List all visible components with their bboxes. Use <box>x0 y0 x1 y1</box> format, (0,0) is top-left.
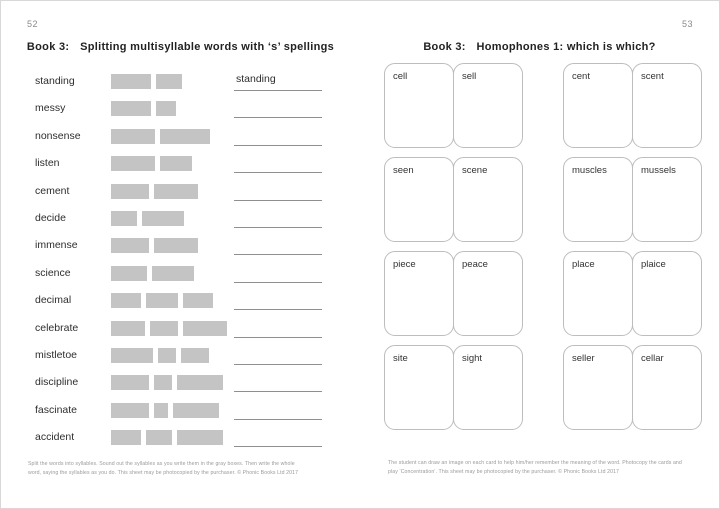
syllable-write-box[interactable] <box>183 321 227 336</box>
syllable-write-box[interactable] <box>156 74 182 89</box>
left-title-prefix: Book 3: <box>26 41 70 53</box>
homophone-card-label: cell <box>393 71 408 82</box>
homophone-card-row <box>384 345 702 430</box>
homophone-card-label: cent <box>572 71 590 82</box>
syllable-row <box>27 155 327 182</box>
syllable-box-group <box>111 375 223 390</box>
syllable-row <box>27 347 327 374</box>
homophone-card-label: seller <box>572 353 595 364</box>
syllable-box-group <box>111 293 213 308</box>
syllable-write-box[interactable] <box>111 184 149 199</box>
syllable-box-group <box>111 348 209 363</box>
homophone-card-label: piece <box>393 259 416 270</box>
syllable-box-group <box>111 266 194 281</box>
homophone-card-pair <box>563 63 702 148</box>
syllable-write-box[interactable] <box>156 101 176 116</box>
syllable-write-box[interactable] <box>111 101 151 116</box>
homophone-card[interactable] <box>384 157 454 242</box>
homophone-card-pair <box>563 345 702 430</box>
syllable-row-word: accident <box>35 431 75 444</box>
syllable-row <box>27 374 327 401</box>
homophone-card-label: mussels <box>641 165 676 176</box>
answer-write-line[interactable] <box>234 200 322 201</box>
right-page-footer: The student can draw an image on each card to help him/her remember the meaning of the word. Photocopy the cards and play ‘Concentration’. This sheet may be photocopied by the purchaser. © Phonic Books Ltd 2017 <box>388 460 682 476</box>
syllable-write-box[interactable] <box>177 430 223 445</box>
syllable-box-group <box>111 430 223 445</box>
answer-write-line[interactable] <box>234 90 322 91</box>
syllable-write-box[interactable] <box>154 375 172 390</box>
syllable-write-box[interactable] <box>111 321 145 336</box>
homophone-card-label: place <box>572 259 595 270</box>
syllable-exercise-list <box>27 73 327 456</box>
left-page-footer: Split the words into syllables. Sound out the syllables as you write them in the gray boxes. Then write the whole word, saying the syllables as you do. This sheet may be photocopied by the purchaser. © Phonic Books Ltd 2017 <box>28 461 299 477</box>
syllable-row-word: discipline <box>35 376 79 389</box>
answer-write-line[interactable] <box>234 309 322 310</box>
left-page-title <box>1 41 360 53</box>
homophone-card-label: seen <box>393 165 414 176</box>
syllable-write-box[interactable] <box>181 348 209 363</box>
answer-cell[interactable] <box>234 210 324 232</box>
homophone-card-label: site <box>393 353 408 364</box>
syllable-box-group <box>111 101 176 116</box>
syllable-box-group <box>111 211 184 226</box>
syllable-row <box>27 237 327 264</box>
answer-word: standing <box>236 73 276 85</box>
right-title-main: Homophones 1: which is which? <box>476 41 656 53</box>
syllable-write-box[interactable] <box>152 266 194 281</box>
answer-write-line[interactable] <box>234 364 322 365</box>
syllable-box-group <box>111 74 182 89</box>
syllable-write-box[interactable] <box>158 348 176 363</box>
answer-cell[interactable] <box>234 128 324 150</box>
answer-cell[interactable] <box>234 265 324 287</box>
syllable-row-word: immense <box>35 239 78 252</box>
syllable-row <box>27 128 327 155</box>
syllable-write-box[interactable] <box>111 430 141 445</box>
syllable-row <box>27 183 327 210</box>
answer-write-line[interactable] <box>234 172 322 173</box>
syllable-box-group <box>111 238 198 253</box>
syllable-box-group <box>111 403 219 418</box>
homophone-card-pair <box>563 157 702 242</box>
syllable-write-box[interactable] <box>111 156 155 171</box>
homophone-card[interactable] <box>453 345 523 430</box>
syllable-write-box[interactable] <box>111 266 147 281</box>
syllable-write-box[interactable] <box>111 293 141 308</box>
homophone-card[interactable] <box>632 345 702 430</box>
answer-cell[interactable] <box>234 100 324 122</box>
syllable-write-box[interactable] <box>154 238 198 253</box>
syllable-write-box[interactable] <box>111 211 137 226</box>
homophone-card-label: muscles <box>572 165 607 176</box>
homophone-card-row <box>384 63 702 148</box>
homophone-card-grid <box>384 63 702 439</box>
syllable-row <box>27 265 327 292</box>
syllable-row <box>27 402 327 429</box>
answer-write-line[interactable] <box>234 419 322 420</box>
syllable-write-box[interactable] <box>111 238 149 253</box>
answer-write-line[interactable] <box>234 227 322 228</box>
syllable-row-word: cement <box>35 184 70 197</box>
syllable-write-box[interactable] <box>146 293 178 308</box>
syllable-box-group <box>111 156 192 171</box>
answer-cell[interactable] <box>234 183 324 205</box>
homophone-card[interactable] <box>563 345 633 430</box>
syllable-row <box>27 429 327 456</box>
homophone-card-pair <box>384 63 523 148</box>
syllable-write-box[interactable] <box>154 184 198 199</box>
syllable-box-group <box>111 321 227 336</box>
homophone-card-label: peace <box>462 259 488 270</box>
syllable-write-box[interactable] <box>111 74 151 89</box>
left-title-main: Splitting multisyllable words with ‘s’ spellings <box>80 41 335 53</box>
syllable-write-box[interactable] <box>142 211 184 226</box>
answer-cell[interactable] <box>234 292 324 314</box>
page-number-right: 53 <box>681 19 693 29</box>
left-page <box>1 1 360 508</box>
answer-cell[interactable] <box>234 320 324 342</box>
answer-cell[interactable] <box>234 237 324 259</box>
homophone-card-label: scent <box>641 71 664 82</box>
answer-write-line[interactable] <box>234 337 322 338</box>
syllable-write-box[interactable] <box>183 293 213 308</box>
syllable-row-word: standing <box>35 75 75 87</box>
answer-write-line[interactable] <box>234 145 322 146</box>
syllable-write-box[interactable] <box>173 403 219 418</box>
syllable-write-box[interactable] <box>160 129 210 144</box>
syllable-row-word: celebrate <box>35 321 79 334</box>
syllable-write-box[interactable] <box>160 156 192 171</box>
syllable-row-word: fascinate <box>35 403 78 416</box>
homophone-card[interactable] <box>453 157 523 242</box>
syllable-row-word: listen <box>35 157 60 170</box>
homophone-card-pair <box>384 157 523 242</box>
syllable-row-word: decimal <box>35 294 72 307</box>
syllable-row <box>27 100 327 127</box>
homophone-card[interactable] <box>632 63 702 148</box>
syllable-write-box[interactable] <box>177 375 223 390</box>
answer-write-line[interactable] <box>234 391 322 392</box>
answer-write-line[interactable] <box>234 446 322 447</box>
homophone-card-pair <box>384 251 523 336</box>
syllable-write-box[interactable] <box>111 129 155 144</box>
homophone-card[interactable] <box>563 63 633 148</box>
syllable-box-group <box>111 184 198 199</box>
syllable-write-box[interactable] <box>150 321 178 336</box>
right-title-prefix: Book 3: <box>423 41 466 53</box>
syllable-row-word: mistletoe <box>35 348 78 361</box>
answer-cell[interactable] <box>234 347 324 369</box>
homophone-card-label: sell <box>462 71 477 82</box>
homophone-card[interactable] <box>384 345 454 430</box>
homophone-card-pair <box>563 251 702 336</box>
syllable-write-box[interactable] <box>146 430 172 445</box>
answer-cell[interactable] <box>234 402 324 424</box>
homophone-card[interactable] <box>453 63 523 148</box>
homophone-card[interactable] <box>632 157 702 242</box>
syllable-box-group <box>111 129 210 144</box>
answer-write-line[interactable] <box>234 282 322 283</box>
homophone-card-label: cellar <box>641 353 664 364</box>
homophone-card-row <box>384 251 702 336</box>
homophone-card-label: scene <box>462 165 488 176</box>
answer-cell[interactable] <box>234 374 324 396</box>
homophone-card-label: plaice <box>641 259 666 270</box>
answer-cell[interactable] <box>234 155 324 177</box>
right-page-title <box>360 41 719 53</box>
homophone-card[interactable] <box>563 157 633 242</box>
homophone-card-pair <box>384 345 523 430</box>
homophone-card-row <box>384 157 702 242</box>
answer-cell[interactable] <box>234 73 324 95</box>
homophone-card-label: sight <box>462 353 483 364</box>
homophone-card[interactable] <box>384 251 454 336</box>
right-page <box>360 1 719 508</box>
syllable-row-word: science <box>35 266 71 279</box>
syllable-row-word: nonsense <box>35 129 81 142</box>
homophone-card[interactable] <box>453 251 523 336</box>
homophone-card[interactable] <box>384 63 454 148</box>
answer-write-line[interactable] <box>234 117 322 118</box>
syllable-row <box>27 320 327 347</box>
answer-cell[interactable] <box>234 429 324 451</box>
homophone-card[interactable] <box>563 251 633 336</box>
syllable-write-box[interactable] <box>111 348 153 363</box>
syllable-write-box[interactable] <box>111 403 149 418</box>
page-number-left: 52 <box>27 19 39 29</box>
syllable-write-box[interactable] <box>111 375 149 390</box>
syllable-row <box>27 73 327 100</box>
homophone-card[interactable] <box>632 251 702 336</box>
answer-write-line[interactable] <box>234 254 322 255</box>
syllable-row-word: messy <box>35 102 66 115</box>
syllable-row <box>27 210 327 237</box>
syllable-row-word: decide <box>35 211 66 224</box>
syllable-write-box[interactable] <box>154 403 168 418</box>
syllable-row <box>27 292 327 319</box>
